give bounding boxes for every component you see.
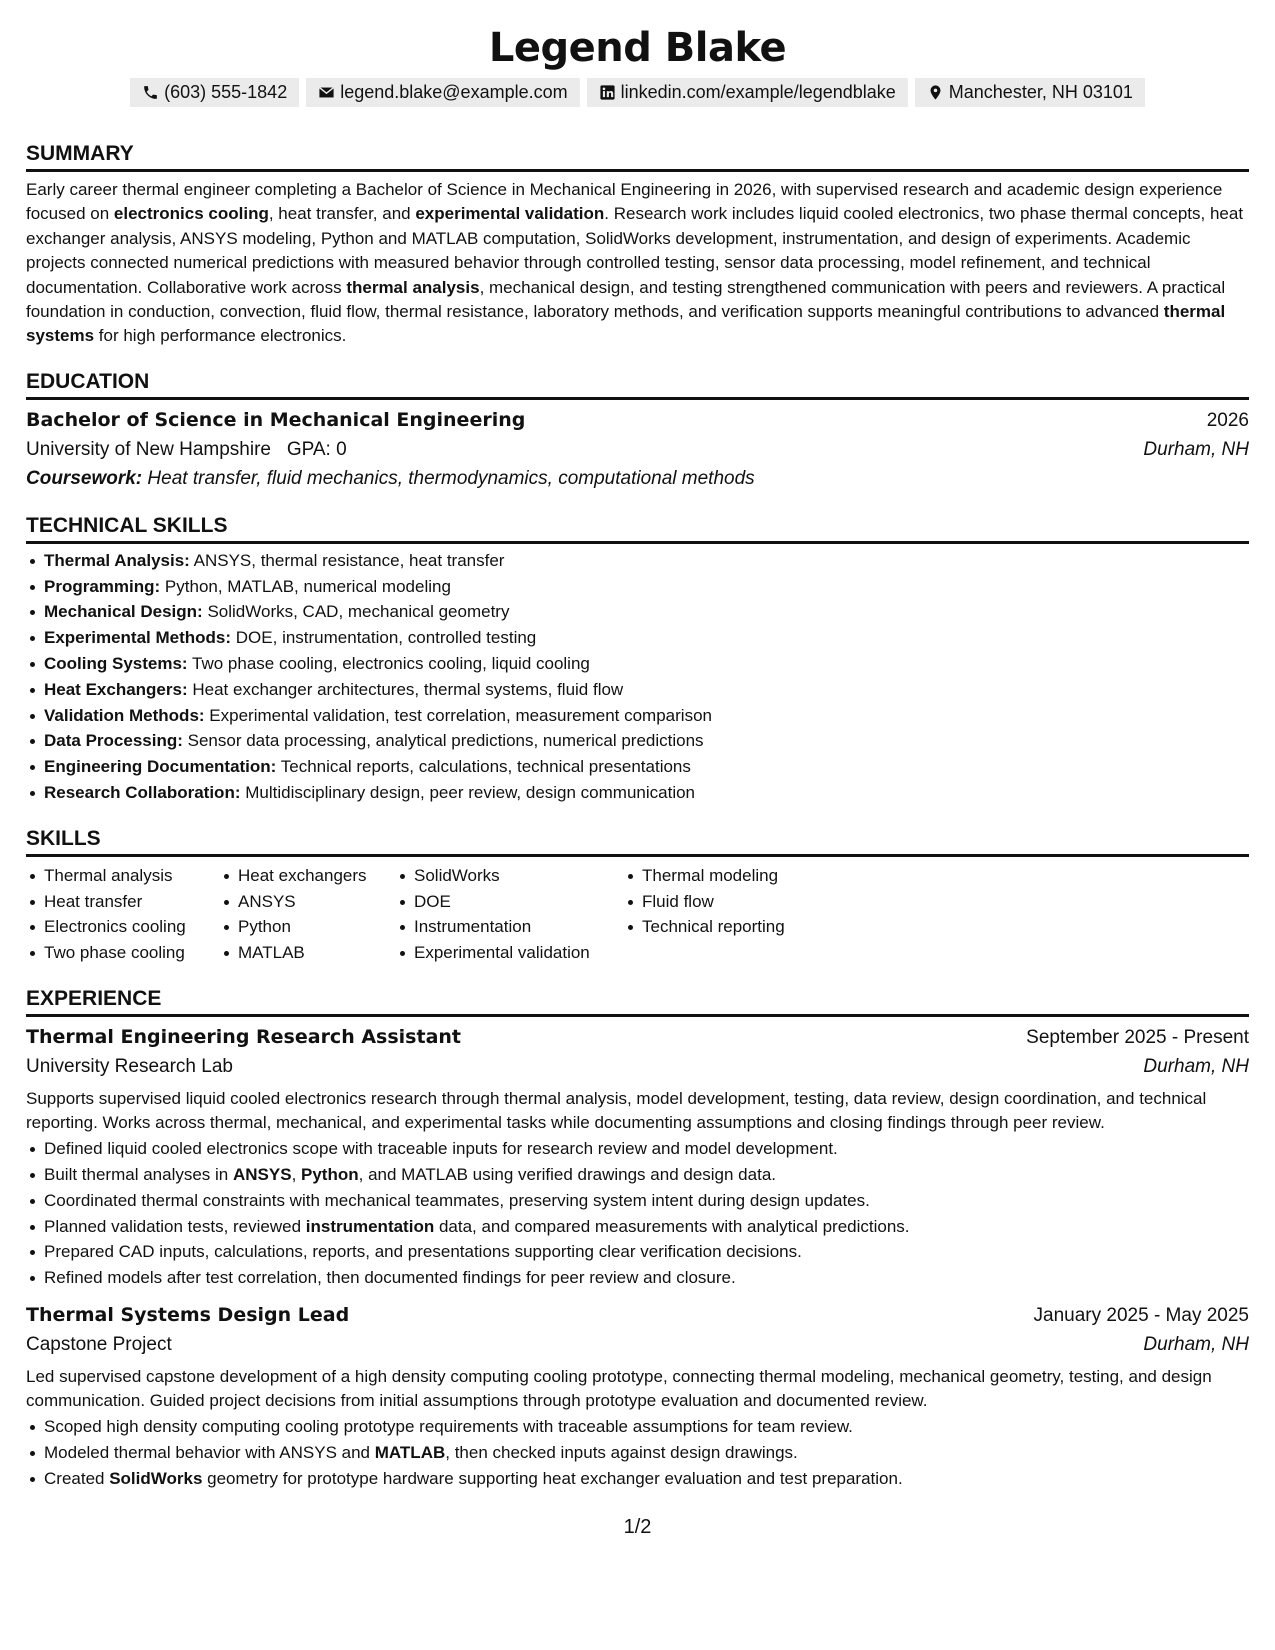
school-line (26, 435, 347, 464)
skill-category: Data Processing: (44, 731, 183, 751)
job-location: Durham, NH (1143, 1056, 1249, 1077)
email-text: legend.blake@example.com (340, 82, 568, 102)
job-description: Supports supervised liquid cooled electronics research through thermal analysis, model development, testing, data review, design coordination, and technical reporting. Works across thermal, mechanical, and experimental tasks while documenting assumptions and closing findings through peer review. (26, 1089, 1207, 1132)
bold-text: MATLAB (374, 1442, 446, 1462)
job-dates: January 2025 - May 2025 (1033, 1304, 1249, 1326)
contact-linkedin[interactable] (587, 78, 908, 107)
skill-item: Two phase cooling (44, 940, 220, 966)
skill-detail: Experimental validation, test correlation, measurement comparison (209, 705, 712, 725)
skill-detail: Multidisciplinary design, peer review, design communication (245, 783, 696, 803)
bold-text: SolidWorks (109, 1468, 203, 1488)
text-run: , then checked inputs against design drawings. (445, 1442, 798, 1462)
job-organization: University Research Lab (26, 1056, 233, 1077)
skill-category: Thermal Analysis: (44, 550, 190, 570)
coursework-text: Heat transfer, fluid mechanics, thermodynamics, computational methods (147, 467, 755, 489)
technical-skills-list (26, 548, 1249, 806)
linkedin-text: linkedin.com/example/legendblake (620, 82, 896, 102)
skill-item: Thermal analysis (44, 863, 220, 889)
skill-item: Fluid flow (642, 889, 842, 915)
skill-detail: Sensor data processing, analytical predictions, numerical predictions (187, 731, 704, 751)
coursework-label: Coursework: (26, 467, 143, 489)
degree-title: Bachelor of Science in Mechanical Engineering (26, 408, 526, 431)
skill-item: Python (238, 914, 396, 940)
text-run: Defined liquid cooled electronics scope with traceable inputs for research review and model development. (44, 1139, 838, 1159)
text-run: Built thermal analyses in (44, 1164, 233, 1184)
skill-category: Mechanical Design: (44, 602, 203, 622)
job-dates: September 2025 - Present (1026, 1027, 1249, 1048)
skills-section (26, 826, 1249, 966)
summary-section (26, 141, 1249, 349)
job-bullet (44, 1239, 1249, 1265)
section-title: TECHNICAL SKILLS (26, 513, 1249, 544)
text-run: Early career thermal engineer completing a Bachelor of Science in Mechanical Engineering in 2026, with supervised research and academic design experience focused on (26, 180, 1223, 224)
job-entry (26, 1023, 1249, 1291)
skill-category: Research Collaboration: (44, 783, 241, 803)
bold-text: thermal systems (26, 302, 1226, 346)
skills-column (26, 863, 220, 966)
skill-detail: DOE, instrumentation, controlled testing (235, 628, 537, 648)
technical-skill-item (44, 599, 1249, 625)
summary-text (26, 178, 1249, 349)
skill-item: Heat exchangers (238, 863, 396, 889)
job-entry (26, 1301, 1249, 1492)
text-run: , (291, 1164, 302, 1184)
phone-icon (142, 84, 159, 101)
skill-item: MATLAB (238, 940, 396, 966)
technical-skill-item (44, 754, 1249, 780)
technical-skill-item (44, 625, 1249, 651)
skill-item: Electronics cooling (44, 914, 220, 940)
skill-detail: Technical reports, calculations, technical presentations (280, 757, 691, 777)
phone-text: (603) 555-1842 (164, 82, 288, 102)
education-section (26, 369, 1249, 493)
technical-skill-item (44, 651, 1249, 677)
skill-item: Heat transfer (44, 889, 220, 915)
map-pin-icon (927, 84, 944, 101)
technical-skill-item (44, 728, 1249, 754)
text-run: Planned validation tests, reviewed (44, 1216, 306, 1236)
bold-text: experimental validation (415, 204, 605, 224)
section-title: SUMMARY (26, 141, 1249, 172)
text-run: for high performance electronics. (94, 326, 347, 346)
skill-detail: ANSYS, thermal resistance, heat transfer (193, 550, 505, 570)
job-bullet (44, 1440, 1249, 1466)
job-bullets (26, 1136, 1249, 1291)
bold-text: electronics cooling (113, 204, 269, 224)
resume-page (26, 22, 1249, 1492)
location-text: Manchester, NH 03101 (948, 82, 1133, 102)
section-title: EDUCATION (26, 369, 1249, 400)
bold-text: instrumentation (305, 1216, 435, 1236)
job-organization: Capstone Project (26, 1333, 172, 1355)
section-title: EXPERIENCE (26, 986, 1249, 1017)
text-run: Prepared CAD inputs, calculations, reports, and presentations supporting clear verification decisions. (44, 1242, 802, 1262)
skill-category: Validation Methods: (44, 705, 205, 725)
coursework-line (26, 464, 1249, 493)
technical-skill-item (44, 548, 1249, 574)
page-number: 1/2 (623, 1516, 652, 1538)
skill-category: Experimental Methods: (44, 628, 232, 648)
text-run: , mechanical design, and testing strengthened communication with peers and reviewers. A practical foundation in conduction, convection, fluid flow, thermal resistance, laboratory methods, and verification supports meaningful contributions to advanced (26, 277, 1226, 322)
technical-skill-item (44, 677, 1249, 703)
skill-category: Heat Exchangers: (44, 679, 188, 699)
education-entry (26, 406, 1249, 493)
text-run: , heat transfer, and (268, 204, 416, 224)
bold-text: ANSYS (232, 1164, 292, 1184)
job-bullet (44, 1466, 1249, 1492)
technical-skill-item (44, 703, 1249, 729)
skills-column (220, 863, 396, 966)
text-run: Refined models after test correlation, then documented findings for peer review and closure. (44, 1268, 736, 1288)
technical-skill-item (44, 780, 1249, 806)
bold-text: thermal analysis (346, 277, 480, 297)
bold-text: Python (301, 1164, 359, 1184)
experience-list (26, 1023, 1249, 1492)
skill-item: Instrumentation (414, 914, 624, 940)
skill-item: Technical reporting (642, 914, 842, 940)
skills-column (396, 863, 624, 966)
text-run: , and MATLAB using verified drawings and design data. (358, 1164, 776, 1184)
contact-location (915, 78, 1145, 107)
graduation-year: 2026 (1206, 409, 1249, 431)
skill-detail: Python, MATLAB, numerical modeling (164, 576, 451, 596)
job-title: Thermal Engineering Research Assistant (26, 1026, 461, 1048)
envelope-icon (318, 84, 335, 101)
job-bullet (44, 1188, 1249, 1214)
job-bullet (44, 1265, 1249, 1291)
text-run: Coordinated thermal constraints with mechanical teammates, preserving system intent during design updates. (44, 1190, 870, 1210)
experience-section (26, 986, 1249, 1492)
skill-item: Thermal modeling (642, 863, 842, 889)
skill-category: Programming: (44, 576, 161, 596)
skill-item: Experimental validation (414, 940, 624, 966)
text-run: . Research work includes liquid cooled electronics, two phase thermal concepts, heat exchanger analysis, ANSYS modeling, Python and MATLAB computation, SolidWorks development, instrumentation, and design of experiments. Academic projects connected numerical predictions with measured behavior through controlled testing, sensor data processing, model refinement, and technical documentation. Collaborative work across (26, 204, 1244, 297)
school-name: University of New Hampshire (26, 438, 271, 460)
school-location: Durham, NH (1143, 438, 1249, 460)
text-run: Created (44, 1468, 110, 1488)
contact-email[interactable] (306, 78, 579, 107)
skill-detail: Heat exchanger architectures, thermal systems, fluid flow (192, 679, 624, 699)
contact-bar (26, 78, 1249, 107)
skills-grid (26, 863, 1249, 966)
skill-item: ANSYS (238, 889, 396, 915)
text-run: geometry for prototype hardware supporting heat exchanger evaluation and test preparation. (202, 1468, 903, 1488)
section-title: SKILLS (26, 826, 1249, 857)
gpa: GPA: 0 (286, 438, 347, 460)
technical-skill-item (44, 574, 1249, 600)
skill-item: SolidWorks (414, 863, 624, 889)
skill-category: Cooling Systems: (44, 654, 188, 674)
job-bullet (44, 1136, 1249, 1162)
text-run: Modeled thermal behavior with ANSYS and (44, 1442, 375, 1462)
skill-category: Engineering Documentation: (44, 757, 277, 777)
candidate-name: Legend Blake (488, 25, 787, 71)
text-run: data, and compared measurements with analytical predictions. (434, 1216, 910, 1236)
text-run: Scoped high density computing cooling prototype requirements with traceable assumptions for team review. (44, 1417, 853, 1437)
skills-column (624, 863, 842, 966)
job-title: Thermal Systems Design Lead (26, 1303, 350, 1326)
skill-item: DOE (414, 889, 624, 915)
job-description: Led supervised capstone development of a high density computing cooling prototype, connecting thermal modeling, mechanical geometry, testing, and design communication. Guided project decisions from initial assumptions through prototype evaluation and documented review. (26, 1366, 1212, 1410)
contact-phone[interactable] (130, 78, 299, 107)
job-bullets (26, 1414, 1249, 1491)
job-bullet (44, 1162, 1249, 1188)
technical-skills-section (26, 513, 1249, 806)
skill-detail: SolidWorks, CAD, mechanical geometry (207, 602, 510, 622)
linkedin-icon (599, 84, 616, 101)
job-bullet (44, 1414, 1249, 1440)
job-location: Durham, NH (1143, 1333, 1249, 1355)
skill-detail: Two phase cooling, electronics cooling, liquid cooling (192, 654, 590, 674)
job-bullet (44, 1214, 1249, 1240)
